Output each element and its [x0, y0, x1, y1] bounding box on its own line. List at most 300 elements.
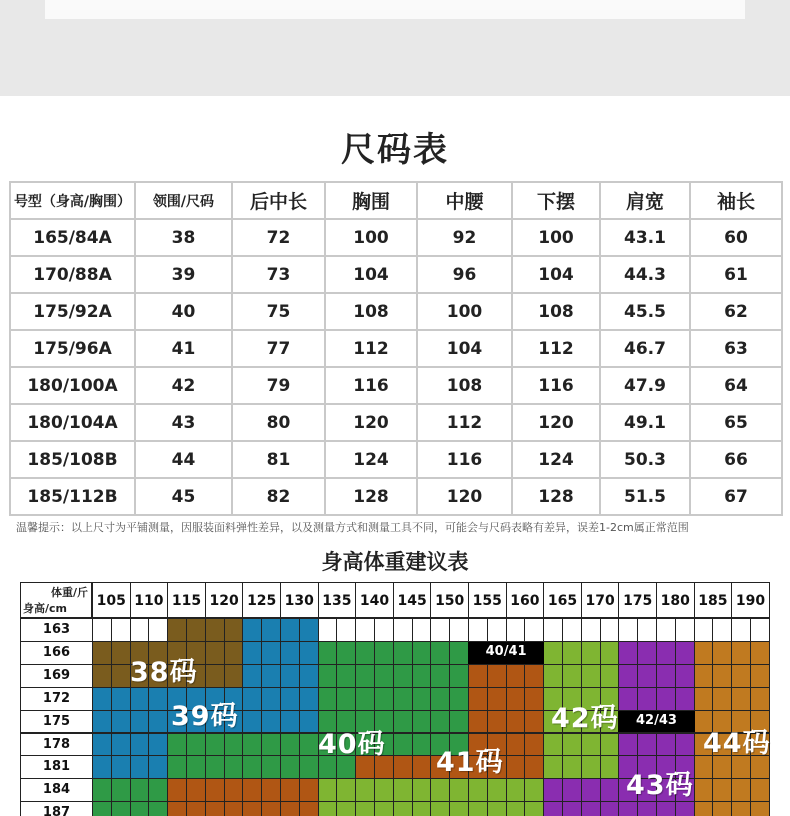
weight-header: 110: [130, 582, 169, 618]
grid-cell: [92, 618, 112, 642]
table-cell: 66: [690, 441, 782, 478]
grid-cell: [487, 687, 507, 711]
grid-cell: [280, 733, 300, 757]
table-cell: 79: [232, 367, 325, 404]
table-cell: 104: [325, 256, 417, 293]
grid-cell: [675, 687, 695, 711]
grid-cell: [618, 641, 638, 665]
table-cell: 175/92A: [10, 293, 135, 330]
size-zone-label: 40码: [318, 729, 386, 760]
grid-cell: [355, 618, 375, 642]
grid-cell: [412, 778, 432, 802]
grid-cell: [130, 755, 150, 779]
grid-cell: [487, 710, 507, 734]
table-cell: 104: [512, 256, 600, 293]
table-cell: 180/104A: [10, 404, 135, 441]
grid-cell: [412, 664, 432, 688]
grid-cell: [656, 618, 676, 642]
header-cell: 袖长: [690, 182, 782, 219]
table-cell: 62: [690, 293, 782, 330]
size-chart-table: [9, 181, 783, 516]
grid-cell: [412, 733, 432, 757]
size-zone-label: 43码: [626, 770, 694, 801]
grid-cell: [299, 733, 319, 757]
header-cell: 下摆: [512, 182, 600, 219]
grid-cell: [412, 801, 432, 816]
grid-cell: [581, 778, 601, 802]
grid-cell: [750, 778, 770, 802]
grid-cell: [242, 618, 262, 642]
table-cell: 104: [417, 330, 512, 367]
grid-cell: [543, 618, 563, 642]
grid-cell: [393, 687, 413, 711]
grid-cell: [694, 618, 714, 642]
grid-cell: [731, 618, 751, 642]
grid-cell: [299, 801, 319, 816]
grid-cell: [299, 778, 319, 802]
grid-cell: [280, 710, 300, 734]
weight-header: 190: [731, 582, 770, 618]
grid-cell: [430, 801, 450, 816]
grid-cell: [449, 778, 469, 802]
grid-cell: [393, 618, 413, 642]
grid-cell: [111, 664, 131, 688]
weight-header: 155: [468, 582, 507, 618]
grid-cell: [280, 778, 300, 802]
table-cell: 63: [690, 330, 782, 367]
header-cell: 胸围: [325, 182, 417, 219]
grid-cell: [750, 641, 770, 665]
table-cell: 43: [135, 404, 232, 441]
table-cell: 175/96A: [10, 330, 135, 367]
table-cell: 92: [417, 219, 512, 256]
grid-cell: [487, 664, 507, 688]
grid-cell: [393, 710, 413, 734]
weight-header: 145: [393, 582, 432, 618]
weight-header: 180: [656, 582, 695, 618]
table-cell: 39: [135, 256, 232, 293]
grid-cell: [506, 664, 526, 688]
table-row: [10, 330, 782, 367]
recommend-title: 身高体重建议表: [321, 550, 469, 574]
grid-cell: [524, 801, 544, 816]
table-cell: 112: [512, 330, 600, 367]
grid-cell: [712, 687, 732, 711]
table-cell: 45.5: [600, 293, 690, 330]
grid-cell: [224, 618, 244, 642]
table-cell: 50.3: [600, 441, 690, 478]
grid-cell: [637, 801, 657, 816]
table-row: [10, 367, 782, 404]
height-header: 175: [20, 710, 93, 734]
grid-cell: [468, 687, 488, 711]
weight-header: 130: [280, 582, 319, 618]
table-cell: 185/108B: [10, 441, 135, 478]
grid-cell: [374, 687, 394, 711]
grid-cell: [656, 664, 676, 688]
grid-cell: [543, 778, 563, 802]
grid-cell: [242, 801, 262, 816]
grid-cell: [637, 641, 657, 665]
table-cell: 80: [232, 404, 325, 441]
grid-cell: [280, 618, 300, 642]
grid-cell: [581, 801, 601, 816]
grid-cell: [430, 710, 450, 734]
table-row: [10, 478, 782, 515]
table-cell: 100: [512, 219, 600, 256]
grid-cell: [318, 801, 338, 816]
grid-cell: [92, 687, 112, 711]
grid-cell: [130, 733, 150, 757]
grid-cell: [148, 755, 168, 779]
grid-cell: [111, 641, 131, 665]
grid-cell: [543, 755, 563, 779]
grid-cell: [618, 664, 638, 688]
grid-cell: [280, 755, 300, 779]
weight-header: 165: [543, 582, 582, 618]
table-cell: 44: [135, 441, 232, 478]
grid-cell: [299, 641, 319, 665]
grid-cell: [562, 755, 582, 779]
grid-cell: [656, 733, 676, 757]
grid-cell: [600, 664, 620, 688]
grid-cell: [355, 664, 375, 688]
grid-cell: [111, 733, 131, 757]
table-cell: 44.3: [600, 256, 690, 293]
table-cell: 170/88A: [10, 256, 135, 293]
grid-cell: [562, 733, 582, 757]
grid-cell: [393, 641, 413, 665]
table-cell: 116: [325, 367, 417, 404]
table-cell: 120: [417, 478, 512, 515]
grid-cell: [167, 778, 187, 802]
grid-cell: [242, 641, 262, 665]
grid-cell: [731, 664, 751, 688]
grid-cell: [449, 641, 469, 665]
grid-cell: [731, 801, 751, 816]
weight-header: 125: [242, 582, 281, 618]
grid-cell: [242, 755, 262, 779]
grid-cell: [261, 687, 281, 711]
grid-cell: [600, 641, 620, 665]
grid-cell: [224, 778, 244, 802]
grid-cell: [562, 618, 582, 642]
grid-cell: [130, 801, 150, 816]
grid-cell: [355, 778, 375, 802]
height-header: 163: [20, 618, 93, 642]
grid-cell: [543, 641, 563, 665]
table-cell: 112: [417, 404, 512, 441]
grid-cell: [318, 778, 338, 802]
grid-cell: [205, 641, 225, 665]
height-weight-grid: [20, 582, 774, 816]
grid-cell: [656, 687, 676, 711]
grid-cell: [280, 641, 300, 665]
grid-cell: [487, 778, 507, 802]
header-cell: 领围/尺码: [135, 182, 232, 219]
grid-cell: [224, 641, 244, 665]
table-cell: 43.1: [600, 219, 690, 256]
grid-cell: [675, 664, 695, 688]
table-row: [10, 219, 782, 256]
size-overlap-tag: 42/43: [618, 711, 694, 733]
grid-cell: [712, 801, 732, 816]
grid-cell: [111, 801, 131, 816]
table-row: [10, 293, 782, 330]
grid-cell: [111, 710, 131, 734]
grid-cell: [543, 733, 563, 757]
height-header: 169: [20, 664, 93, 688]
weight-header: 185: [694, 582, 733, 618]
grid-cell: [656, 641, 676, 665]
grid-cell: [506, 778, 526, 802]
grid-cell: [205, 618, 225, 642]
grid-cell: [186, 801, 206, 816]
grid-cell: [261, 755, 281, 779]
grid-cell: [280, 801, 300, 816]
grid-cell: [506, 618, 526, 642]
grid-cell: [694, 801, 714, 816]
grid-cell: [412, 618, 432, 642]
grid-cell: [130, 710, 150, 734]
grid-cell: [167, 618, 187, 642]
grid-cell: [468, 664, 488, 688]
grid-cell: [148, 733, 168, 757]
table-cell: 72: [232, 219, 325, 256]
grid-cell: [167, 733, 187, 757]
grid-cell: [374, 618, 394, 642]
grid-cell: [430, 687, 450, 711]
grid-cell: [675, 641, 695, 665]
grid-cell: [618, 733, 638, 757]
grid-cell: [205, 801, 225, 816]
size-zone-label: 38码: [130, 657, 198, 688]
grid-cell: [600, 618, 620, 642]
grid-cell: [637, 664, 657, 688]
grid-cell: [750, 801, 770, 816]
grid-cell: [412, 755, 432, 779]
grid-cell: [694, 778, 714, 802]
grid-cell: [430, 618, 450, 642]
header-cell: 号型（身高/胸围）: [10, 182, 135, 219]
grid-cell: [637, 733, 657, 757]
grid-cell: [562, 778, 582, 802]
table-cell: 49.1: [600, 404, 690, 441]
grid-cell: [656, 801, 676, 816]
grid-cell: [600, 755, 620, 779]
grid-cell: [562, 801, 582, 816]
table-cell: 45: [135, 478, 232, 515]
grid-cell: [130, 778, 150, 802]
grid-cell: [712, 778, 732, 802]
grid-cell: [468, 710, 488, 734]
grid-cell: [581, 618, 601, 642]
grid-cell: [581, 641, 601, 665]
table-cell: 112: [325, 330, 417, 367]
grid-corner: [20, 582, 92, 618]
grid-cell: [111, 755, 131, 779]
grid-cell: [487, 618, 507, 642]
weight-header: 140: [355, 582, 394, 618]
grid-cell: [750, 687, 770, 711]
grid-cell: [318, 664, 338, 688]
grid-cell: [280, 687, 300, 711]
table-cell: 38: [135, 219, 232, 256]
size-zone-label: 41码: [436, 747, 504, 778]
grid-cell: [750, 664, 770, 688]
height-axis-label: 身高/cm: [23, 602, 67, 615]
table-cell: 41: [135, 330, 232, 367]
table-cell: 108: [417, 367, 512, 404]
grid-cell: [355, 641, 375, 665]
grid-cell: [242, 778, 262, 802]
header-cell: 后中长: [232, 182, 325, 219]
table-cell: 100: [325, 219, 417, 256]
weight-header: 135: [318, 582, 357, 618]
grid-cell: [299, 687, 319, 711]
header-cell: 中腰: [417, 182, 512, 219]
table-cell: 60: [690, 219, 782, 256]
top-banner: [0, 0, 790, 96]
grid-cell: [130, 687, 150, 711]
grid-cell: [637, 618, 657, 642]
grid-cell: [524, 664, 544, 688]
weight-header: 105: [92, 582, 131, 618]
grid-cell: [92, 801, 112, 816]
grid-cell: [224, 755, 244, 779]
grid-cell: [562, 641, 582, 665]
table-cell: 47.9: [600, 367, 690, 404]
table-row: [10, 404, 782, 441]
grid-cell: [637, 687, 657, 711]
grid-cell: [167, 755, 187, 779]
grid-cell: [242, 710, 262, 734]
table-cell: 46.7: [600, 330, 690, 367]
grid-cell: [92, 641, 112, 665]
grid-cell: [111, 618, 131, 642]
grid-cell: [524, 778, 544, 802]
table-cell: 120: [325, 404, 417, 441]
grid-cell: [487, 801, 507, 816]
banner-image-strip: [45, 0, 745, 19]
table-cell: 82: [232, 478, 325, 515]
table-cell: 180/100A: [10, 367, 135, 404]
weight-header: 170: [581, 582, 620, 618]
grid-cell: [600, 733, 620, 757]
grid-cell: [148, 687, 168, 711]
table-cell: 75: [232, 293, 325, 330]
table-cell: 40: [135, 293, 232, 330]
grid-cell: [261, 778, 281, 802]
grid-cell: [618, 801, 638, 816]
grid-cell: [374, 664, 394, 688]
size-zone-label: 42码: [551, 703, 619, 734]
table-cell: 128: [512, 478, 600, 515]
grid-cell: [280, 664, 300, 688]
weight-header: 160: [506, 582, 545, 618]
grid-cell: [224, 664, 244, 688]
table-cell: 64: [690, 367, 782, 404]
grid-cell: [600, 801, 620, 816]
grid-cell: [393, 664, 413, 688]
grid-cell: [543, 664, 563, 688]
grid-cell: [205, 733, 225, 757]
table-cell: 61: [690, 256, 782, 293]
grid-cell: [111, 687, 131, 711]
table-cell: 96: [417, 256, 512, 293]
grid-cell: [261, 801, 281, 816]
grid-cell: [299, 755, 319, 779]
header-cell: 肩宽: [600, 182, 690, 219]
grid-cell: [186, 733, 206, 757]
table-cell: 120: [512, 404, 600, 441]
grid-cell: [336, 687, 356, 711]
table-cell: 165/84A: [10, 219, 135, 256]
grid-cell: [694, 687, 714, 711]
grid-cell: [506, 755, 526, 779]
grid-cell: [750, 618, 770, 642]
height-header: 187: [20, 801, 93, 816]
grid-cell: [261, 733, 281, 757]
grid-cell: [694, 664, 714, 688]
table-cell: 51.5: [600, 478, 690, 515]
table-cell: 116: [512, 367, 600, 404]
grid-cell: [675, 618, 695, 642]
grid-cell: [148, 778, 168, 802]
grid-cell: [393, 778, 413, 802]
grid-cell: [524, 618, 544, 642]
grid-cell: [694, 641, 714, 665]
grid-cell: [506, 687, 526, 711]
grid-cell: [374, 801, 394, 816]
grid-cell: [393, 733, 413, 757]
grid-cell: [449, 801, 469, 816]
grid-cell: [712, 618, 732, 642]
table-row: [10, 441, 782, 478]
grid-cell: [731, 687, 751, 711]
grid-cell: [675, 733, 695, 757]
table-header-row: [10, 182, 782, 219]
grid-cell: [449, 687, 469, 711]
table-cell: 73: [232, 256, 325, 293]
table-cell: 124: [325, 441, 417, 478]
grid-cell: [205, 664, 225, 688]
grid-cell: [318, 687, 338, 711]
grid-cell: [92, 755, 112, 779]
weight-axis-label: 体重/斤: [50, 586, 88, 599]
table-cell: 42: [135, 367, 232, 404]
grid-cell: [355, 687, 375, 711]
grid-cell: [581, 664, 601, 688]
grid-cell: [242, 664, 262, 688]
grid-cell: [449, 664, 469, 688]
grid-cell: [299, 664, 319, 688]
grid-cell: [524, 755, 544, 779]
grid-cell: [205, 755, 225, 779]
grid-cell: [600, 778, 620, 802]
grid-cell: [524, 710, 544, 734]
grid-cell: [412, 687, 432, 711]
table-cell: 108: [325, 293, 417, 330]
grid-cell: [224, 801, 244, 816]
grid-cell: [336, 778, 356, 802]
grid-cell: [543, 801, 563, 816]
grid-cell: [186, 755, 206, 779]
weight-header: 175: [618, 582, 657, 618]
table-cell: 128: [325, 478, 417, 515]
grid-cell: [430, 664, 450, 688]
table-cell: 100: [417, 293, 512, 330]
